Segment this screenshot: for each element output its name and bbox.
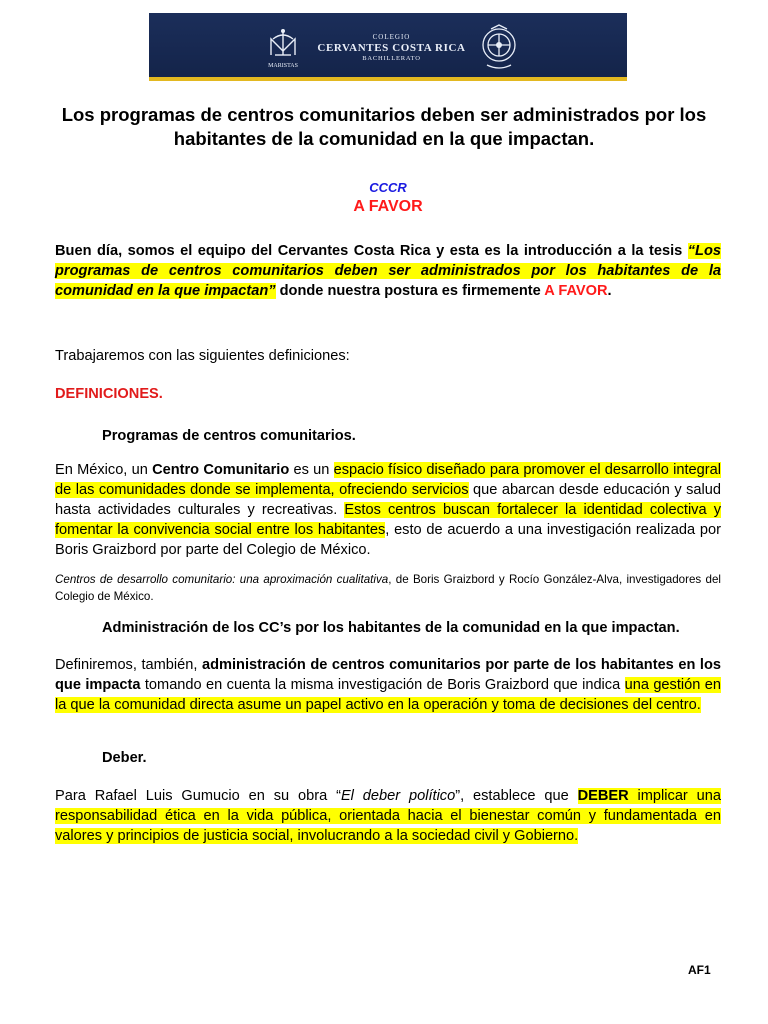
maristas-logo-icon bbox=[261, 25, 305, 71]
intro-text-3: donde nuestra postura es firmemente bbox=[275, 283, 545, 299]
intro-thesis-highlight: “Los programas de centros comunitarios deben ser administrados por los habitantes de la comunidad en la que impactan” bbox=[55, 243, 721, 299]
def1-text-1: En México, un bbox=[55, 462, 153, 478]
school-crest-icon bbox=[479, 23, 519, 71]
citation-authors: , de Boris Graizbord y Rocío González-Alva, investigadores del Colegio de México. bbox=[55, 573, 721, 603]
def2-heading: Administración de los CC’s por los habitantes de la comunidad en la que impactan. bbox=[102, 620, 680, 636]
def3-text-1: Para Rafael Luis Gumucio en su obra “ bbox=[55, 788, 341, 804]
def1-highlight-1: espacio físico diseñado para promover el desarrollo integral de las comunidades donde se implementa, ofreciendo servicios bbox=[55, 462, 721, 498]
def1-paragraph bbox=[55, 460, 721, 560]
definitions-intro: Trabajaremos con las siguientes definiciones: bbox=[55, 348, 350, 364]
def1-term: Centro Comunitario bbox=[152, 462, 290, 478]
def3-paragraph bbox=[55, 786, 721, 846]
document-title: Los programas de centros comunitarios deben ser administrados por los habitantes de la comunidad en la que impactan. bbox=[61, 104, 707, 149]
def2-text-1: Definiremos, también, bbox=[55, 657, 202, 673]
school-logo-text bbox=[309, 33, 474, 62]
def1-heading: Programas de centros comunitarios. bbox=[102, 428, 356, 444]
def3-term: DEBER bbox=[577, 788, 629, 804]
def1-text-7: , esto de acuerdo a una investigación realizada por Boris Graizbord por parte del Colegio de México. bbox=[55, 522, 721, 558]
maristas-label: MARISTAS bbox=[268, 63, 298, 69]
def1-text-3: es un bbox=[289, 462, 334, 478]
intro-text-5: . bbox=[607, 283, 612, 299]
def3-text-3: ”, establece que bbox=[455, 788, 578, 804]
intro-paragraph bbox=[55, 241, 721, 301]
intro-text-1: Buen día, somos el equipo del Cervantes Costa Rica y esta es la introducción a la tesis bbox=[55, 243, 688, 259]
def3-work-title: El deber político bbox=[340, 788, 456, 804]
definitions-heading: DEFINICIONES. bbox=[55, 386, 163, 402]
def2-highlight: una gestión en la que la comunidad directa asume un papel activo en la operación y toma de decisiones del centro. bbox=[55, 677, 721, 713]
team-label: CCCR bbox=[369, 180, 407, 195]
def1-highlight-2: Estos centros buscan fortalecer la identidad colectiva y fomentar la convivencia social entre los habitantes bbox=[55, 502, 721, 538]
logo-line-bachillerato: BACHILLERATO bbox=[362, 55, 421, 62]
intro-stance: A FAVOR bbox=[544, 283, 608, 299]
citation-title: Centros de desarrollo comunitario: una aproximación cualitativa bbox=[55, 573, 389, 586]
def2-paragraph bbox=[55, 655, 721, 715]
page-code: AF1 bbox=[688, 963, 711, 977]
def2-term: administración de centros comunitarios por parte de los habitantes en los que impacta bbox=[55, 657, 722, 693]
def2-text-3: tomando en cuenta la misma investigación de Boris Graizbord que indica bbox=[140, 677, 625, 693]
def3-highlight: implicar una responsabilidad ética en la vida pública, orientada hacia el bienestar común y fundamentada en valores y principios de justicia social, involucrando a la sociedad civil y Gobierno. bbox=[55, 788, 722, 844]
logo-line-name: CERVANTES COSTA RICA bbox=[317, 42, 466, 54]
citation bbox=[55, 571, 721, 605]
stance-label: A FAVOR bbox=[353, 198, 423, 215]
header-banner bbox=[149, 13, 627, 81]
def1-text-5: que abarcan desde educación y salud hasta actividades culturales y recreativas. bbox=[55, 482, 721, 518]
logo-line-colegio: COLEGIO bbox=[372, 33, 411, 41]
def3-heading: Deber. bbox=[102, 750, 147, 766]
